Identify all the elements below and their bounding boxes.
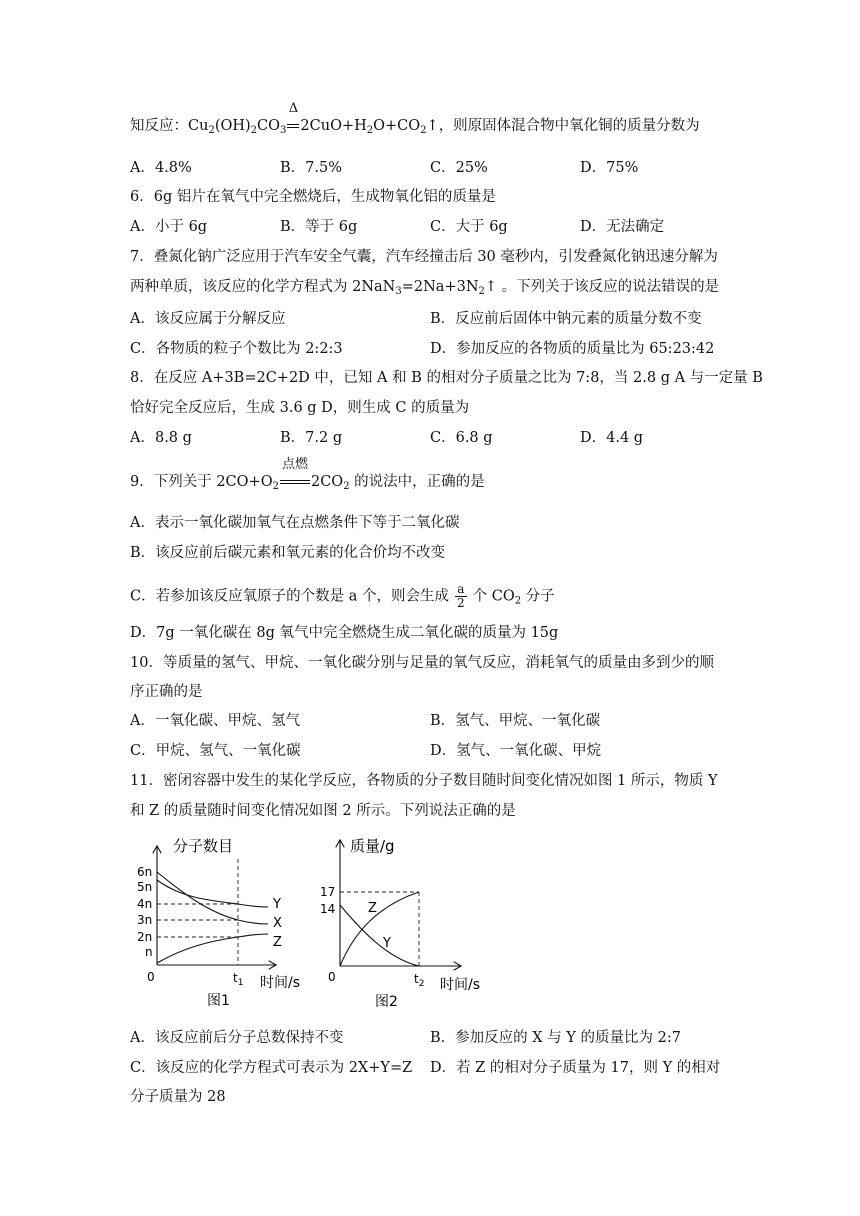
q5-option-a: A．4.8% bbox=[130, 160, 192, 176]
fraction-numerator: a bbox=[455, 583, 467, 597]
q9-option-c-part-c: 分子 bbox=[521, 588, 555, 605]
q6-stem: 6．6g 铝片在氧气中完全燃烧后，生成物氧化铝的质量是 bbox=[130, 189, 496, 205]
q8-option-a: A．8.8 g bbox=[130, 430, 192, 446]
q7-stem-part-c: ↑ 。下列关于该反应的说法错误的是 bbox=[484, 279, 720, 295]
fig1-curve-y bbox=[157, 880, 268, 907]
fig1-t-letter: t bbox=[233, 971, 238, 985]
q6-option-c: C．大于 6g bbox=[430, 219, 508, 235]
q11-option-d: D．若 Z 的相对分子质量为 17，则 Y 的相对 bbox=[430, 1060, 721, 1076]
q6-option-b: B．等于 6g bbox=[280, 219, 358, 235]
fig2-xlabel: 时间/s bbox=[440, 977, 481, 993]
q10-option-b: B．氢气、甲烷、一氧化碳 bbox=[430, 713, 601, 729]
fig2-curve-z bbox=[340, 892, 419, 966]
fig2-ylabel: 质量/g bbox=[350, 837, 395, 855]
fig1-ylabel: 分子数目 bbox=[173, 837, 234, 855]
fig2-ytick-17: 17 bbox=[320, 885, 336, 899]
q10-stem-line1: 10．等质量的氢气、甲烷、一氧化碳分别与足量的氧气反应，消耗氧气的质量由多到少的顺 bbox=[130, 655, 714, 671]
fig1-label-x: X bbox=[273, 916, 282, 931]
fig1-xlabel: 时间/s bbox=[260, 975, 301, 991]
figure-1 bbox=[135, 835, 320, 1010]
fig1-label-z: Z bbox=[273, 935, 282, 950]
fig1-ytick-5n: 5n bbox=[137, 880, 153, 894]
fig2-caption: 图2 bbox=[375, 994, 398, 1010]
q8-option-c: C．6.8 g bbox=[430, 430, 493, 446]
fig2-curve-y bbox=[340, 905, 419, 966]
fraction-denominator: 2 bbox=[456, 596, 465, 610]
q9-option-c-part-b: 个 CO bbox=[472, 588, 515, 605]
heat-symbol: Δ bbox=[288, 101, 299, 116]
q9-option-a: A．表示一氧化碳加氧气在点燃条件下等于二氧化碳 bbox=[130, 515, 460, 531]
q7-option-d: D．参加反应的各物质的质量比为 65:23:42 bbox=[430, 341, 715, 357]
fig1-curve-z bbox=[157, 934, 268, 963]
q9-stem: 9．下列关于 $2CO+O_2$ 点燃 $2CO_2$ 的说法中，正确的是 bbox=[130, 457, 485, 492]
q11-option-b: B．参加反应的 X 与 Y 的质量比为 2:7 bbox=[430, 1030, 681, 1046]
q5-option-c: C．25% bbox=[430, 160, 488, 176]
q11-stem-line2: 和 Z 的质量随时间变化情况如图 2 所示。下列说法正确的是 bbox=[130, 803, 516, 819]
q6-option-a: A．小于 6g bbox=[130, 219, 208, 235]
q9-stem-part-b: 2CO bbox=[310, 474, 344, 490]
q9-option-b: B．该反应前后碳元素和氧元素的化合价均不改变 bbox=[130, 545, 446, 561]
q11-stem-line1: 11．密闭容器中发生的某化学反应，各物质的分子数目随时间变化情况如图 1 所示，物质 Y bbox=[130, 773, 718, 789]
q9-option-c: C．若参加该反应氧原子的个数是 a 个，则会生成 $\frac{a}{2}$ 个 $CO_2$ 分子 bbox=[130, 582, 555, 610]
q5-option-b: B．7.5% bbox=[280, 160, 342, 176]
q9-option-d: D．7g 一氧化碳在 8g 氧气中完全燃烧生成二氧化碳的质量为 15g bbox=[130, 625, 559, 641]
q7-stem-line1: 7．叠氮化钠广泛应用于汽车安全气囊，汽车经撞击后 30 毫秒内，引发叠氮化钠迅速分解为 bbox=[130, 249, 718, 265]
fig1-ytick-4n: 4n bbox=[137, 897, 153, 911]
q10-option-d: D．氢气、一氧化碳、甲烷 bbox=[430, 743, 602, 759]
figure-2 bbox=[315, 835, 500, 1010]
q5-stem-prefix: 知反应：Cu bbox=[130, 118, 209, 134]
fig2-origin: 0 bbox=[328, 970, 336, 984]
fig1-curve-x bbox=[157, 872, 268, 924]
fig1-ytick-3n: 3n bbox=[137, 913, 153, 927]
q7-stem-part-a: 两种单质，该反应的化学方程式为 2NaN bbox=[130, 279, 396, 295]
q6-option-d: D．无法确定 bbox=[580, 219, 665, 235]
fig1-origin: 0 bbox=[147, 970, 155, 984]
q7-option-a: A．该反应属于分解反应 bbox=[130, 311, 286, 327]
q5-stem: 知反应：$Cu_2(OH)_2CO_3$ Δ $2CuO+H_2O+CO_2↑$，则原固体混合物中氧化铜的质量分数为 bbox=[130, 101, 700, 136]
ignite-label: 点燃 bbox=[281, 457, 308, 472]
ignite-condition bbox=[280, 457, 310, 492]
fig2-t2 bbox=[414, 972, 424, 989]
heat-condition bbox=[287, 101, 299, 136]
q5-stem-tail: ，则原固体混合物中氧化铜的质量分数为 bbox=[438, 118, 700, 134]
q10-stem-line2: 序正确的是 bbox=[130, 684, 203, 700]
q11-option-a: A．该反应前后分子总数保持不变 bbox=[130, 1030, 344, 1046]
q10-option-a: A．一氧化碳、甲烷、氢气 bbox=[130, 713, 300, 729]
fraction-a-over-2 bbox=[455, 583, 467, 610]
q5-option-d: D．75% bbox=[580, 160, 639, 176]
q7-option-c: C．各物质的粒子个数比为 2:2:3 bbox=[130, 341, 343, 357]
fig1-ytick-6n: 6n bbox=[137, 865, 153, 879]
fig1-ytick-2n: 2n bbox=[137, 930, 153, 944]
fig2-t-subscript: 2 bbox=[418, 979, 425, 989]
q8-option-d: D．4.4 g bbox=[580, 430, 644, 446]
q9-option-c-part-a: C．若参加该反应氧原子的个数是 a 个，则会生成 bbox=[130, 588, 449, 605]
fig1-t1 bbox=[233, 971, 243, 988]
fig2-label-y: Y bbox=[383, 936, 391, 951]
q8-stem-line2: 恰好完全反应后，生成 3.6 g D，则生成 C 的质量为 bbox=[130, 400, 470, 416]
fig2-ytick-14: 14 bbox=[320, 902, 336, 916]
fig1-t-subscript: 1 bbox=[237, 978, 244, 988]
fig1-caption: 图1 bbox=[207, 993, 230, 1009]
q7-option-b: B．反应前后固体中钠元素的质量分数不变 bbox=[430, 311, 702, 327]
q11-option-c: C．该反应的化学方程式可表示为 2X+Y=Z bbox=[130, 1060, 413, 1076]
q11-option-d-continued: 分子质量为 28 bbox=[130, 1089, 226, 1105]
q10-option-c: C．甲烷、氢气、一氧化碳 bbox=[130, 743, 301, 759]
q8-option-b: B．7.2 g bbox=[280, 430, 343, 446]
fig2-t-letter: t bbox=[414, 972, 419, 986]
q7-stem-line2: 两种单质，该反应的化学方程式为 $2NaN_3=2Na+3N_2↑$ 。下列关于该反应的说法错误的是 bbox=[130, 279, 720, 297]
fig2-label-z: Z bbox=[368, 901, 377, 916]
q7-stem-part-b: =2Na+3N bbox=[401, 279, 479, 295]
q9-stem-part-a: 9．下列关于 2CO+O bbox=[130, 474, 273, 490]
fig1-label-y: Y bbox=[273, 897, 281, 912]
q5-stem-suffix: 2CuO+H bbox=[300, 118, 367, 134]
q9-stem-part-c: 的说法中，正确的是 bbox=[349, 474, 485, 490]
q8-stem-line1: 8．在反应 A+3B=2C+2D 中，已知 A 和 B 的相对分子质量之比为 7:8，当 2.8 g A 与一定量 B bbox=[130, 370, 763, 386]
fig1-ytick-n: n bbox=[145, 945, 153, 959]
